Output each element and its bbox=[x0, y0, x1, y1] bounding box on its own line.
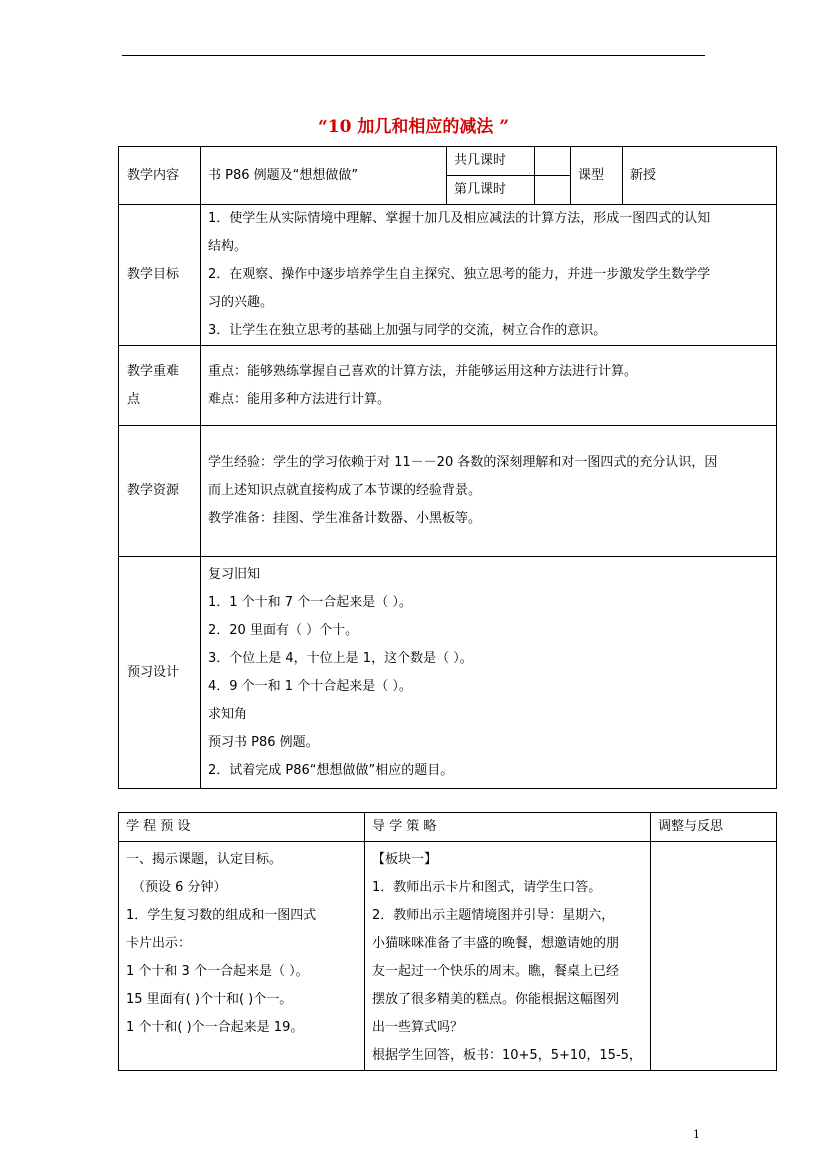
page-number: 1 bbox=[693, 1128, 700, 1141]
preview-label: 预习设计 bbox=[119, 557, 201, 789]
plan-header-reflection: 调整与反思 bbox=[651, 813, 777, 842]
preview-line: 1．1 个十和 7 个一合起来是（ ）。 bbox=[208, 594, 412, 610]
plan-line: 一、揭示课题，认定目标。 bbox=[126, 852, 283, 867]
plan-line: 1 个十和( )个一合起来是 19。 bbox=[126, 1020, 304, 1035]
content-label: 教学内容 bbox=[119, 147, 201, 205]
key-points-content bbox=[201, 346, 777, 426]
preview-line: 2．20 里面有（ ）个十。 bbox=[208, 622, 359, 638]
strategy-line: 1．教师出示卡片和图式，请学生口答。 bbox=[372, 880, 602, 895]
total-periods-label: 共几课时 bbox=[447, 147, 535, 176]
strategy-line: 小猫咪咪准备了丰盛的晚餐，想邀请她的朋 bbox=[372, 936, 620, 951]
type-value: 新授 bbox=[623, 147, 777, 205]
plan-line: 15 里面有( )个十和( )个一。 bbox=[126, 992, 293, 1007]
resource-line: 而上述知识点就直接构成了本节课的经验背景。 bbox=[208, 483, 482, 498]
preview-line: 复习旧知 bbox=[208, 566, 261, 582]
objective-line: 3．让学生在独立思考的基础上加强与同学的交流，树立合作的意识。 bbox=[208, 323, 607, 338]
key-point-line: 重点：能够熟练掌握自己喜欢的计算方法，并能够运用这种方法进行计算。 bbox=[208, 363, 638, 379]
objectives-content bbox=[201, 205, 777, 346]
preview-line: 3．个位上是 4，十位上是 1，这个数是（ ）。 bbox=[208, 650, 473, 666]
strategy-line: 【板块一】 bbox=[372, 852, 438, 867]
plan-header-strategy: 导 学 策 略 bbox=[365, 813, 651, 842]
key-points-label-line: 教学重难 bbox=[127, 363, 180, 379]
lesson-info-table bbox=[118, 146, 777, 789]
resources-content bbox=[201, 426, 777, 557]
strategy-line: 根据学生回答，板书：10+5，5+10，15-5， bbox=[372, 1048, 642, 1063]
document-title: “10 加几和相应的减法 ” bbox=[317, 117, 510, 137]
key-point-line: 难点：能用多种方法进行计算。 bbox=[208, 391, 391, 407]
type-label: 课型 bbox=[571, 147, 623, 205]
plan-reflection-cell bbox=[651, 842, 777, 1071]
plan-line: 卡片出示： bbox=[126, 936, 192, 951]
period-no-value bbox=[535, 176, 571, 205]
strategy-line: 2．教师出示主题情境图并引导：星期六， bbox=[372, 908, 615, 923]
preview-line: 求知角 bbox=[208, 706, 248, 722]
key-points-label-line: 点 bbox=[127, 391, 141, 407]
preview-line: 预习书 P86 例题。 bbox=[208, 734, 319, 750]
strategy-line: 摆放了很多精美的糕点。你能根据这幅图列 bbox=[372, 992, 620, 1007]
key-points-label bbox=[119, 346, 201, 426]
lesson-plan-table bbox=[118, 812, 777, 1071]
preview-content bbox=[201, 557, 777, 789]
content-value: 书 P86 例题及“想想做做” bbox=[201, 147, 447, 205]
period-no-label: 第几课时 bbox=[447, 176, 535, 205]
preview-line: 2．试着完成 P86“想想做做”相应的题目。 bbox=[208, 762, 454, 778]
strategy-line: 出一些算式吗？ bbox=[372, 1020, 464, 1035]
strategy-line: 友一起过一个快乐的周末。瞧，餐桌上已经 bbox=[372, 964, 620, 979]
preview-line: 4．9 个一和 1 个十合起来是（ ）。 bbox=[208, 678, 412, 694]
header-rule bbox=[122, 55, 705, 56]
objective-line: 1．使学生从实际情境中理解、掌握十加几及相应减法的计算方法，形成一图四式的认知 bbox=[208, 211, 711, 226]
plan-preset-cell bbox=[119, 842, 365, 1071]
plan-line: （预设 6 分钟） bbox=[132, 880, 227, 895]
plan-line: 1．学生复习数的组成和一图四式 bbox=[126, 908, 317, 923]
total-periods-value bbox=[535, 147, 571, 176]
resources-label: 教学资源 bbox=[119, 426, 201, 557]
resource-line: 教学准备：挂图、学生准备计数器、小黑板等。 bbox=[208, 511, 482, 526]
resource-line: 学生经验：学生的学习依赖于对 11－－20 各数的深刻理解和对一图四式的充分认识，因 bbox=[208, 455, 718, 470]
objective-line: 2．在观察、操作中逐步培养学生自主探究、独立思考的能力，并进一步激发学生数学学 bbox=[208, 267, 711, 282]
plan-header-preset: 学 程 预 设 bbox=[119, 813, 365, 842]
plan-line: 1 个十和 3 个一合起来是（ ）。 bbox=[126, 964, 309, 979]
objectives-label: 教学目标 bbox=[119, 205, 201, 346]
plan-strategy-cell bbox=[365, 842, 651, 1071]
objective-line: 结构。 bbox=[208, 239, 248, 254]
objective-line: 习的兴趣。 bbox=[208, 295, 274, 310]
